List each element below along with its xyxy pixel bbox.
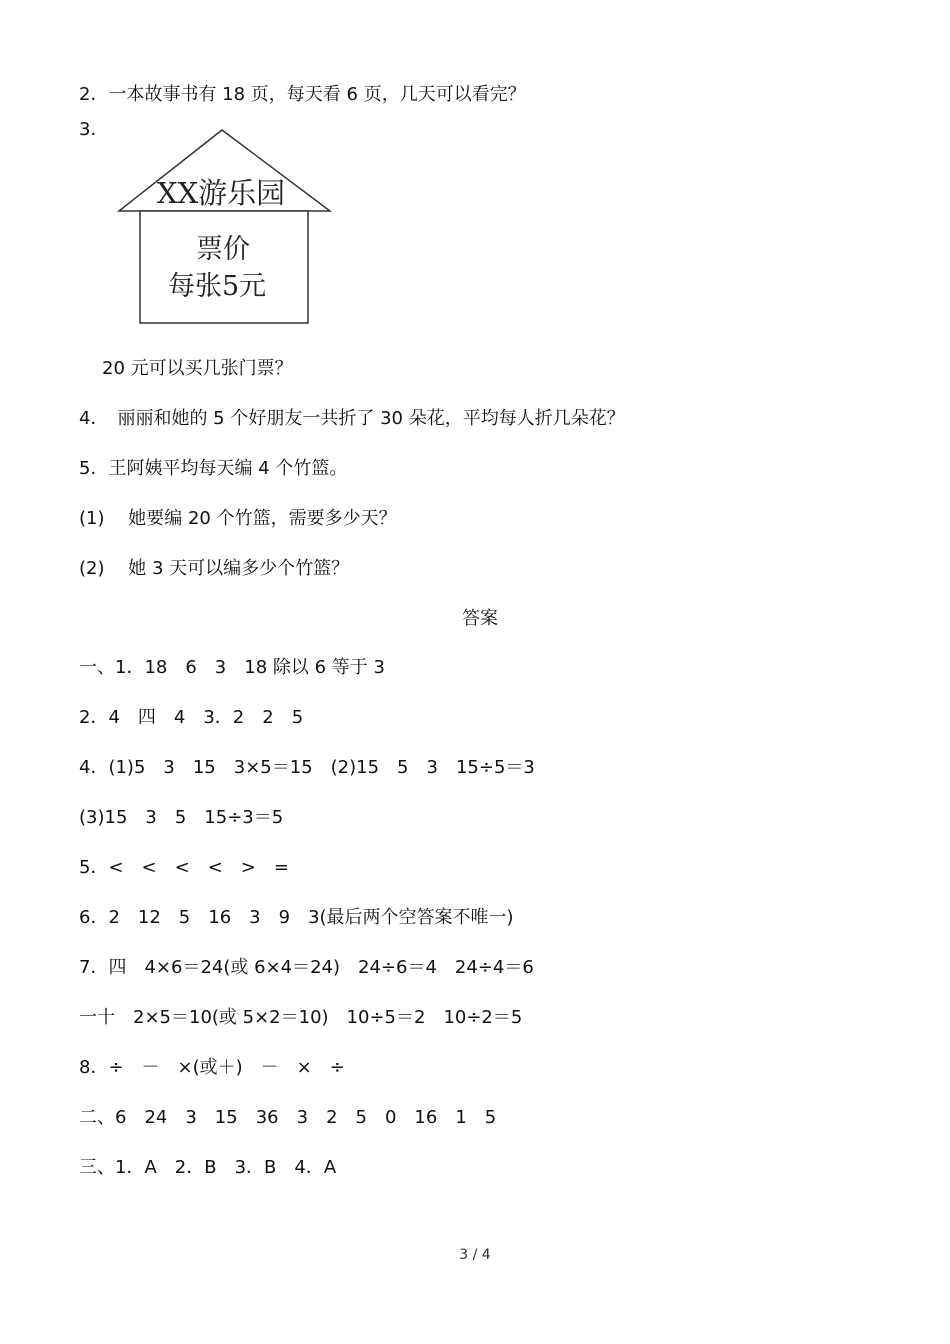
page-number: 3 / 4 bbox=[459, 1247, 491, 1263]
answer-line: 5．< < < < > = bbox=[79, 857, 289, 878]
ticket-sign-figure bbox=[116, 128, 334, 326]
answer-line: 三、1．A 2．B 3．B 4．A bbox=[79, 1157, 337, 1178]
answer-line: 二、6 24 3 15 36 3 2 5 0 16 1 5 bbox=[79, 1107, 497, 1128]
question-2: 2．一本故事书有 18 页，每天看 6 页，几天可以看完？ bbox=[79, 84, 526, 105]
question-5-part-1: (1) 她要编 20 个竹篮，需要多少天？ bbox=[79, 508, 397, 529]
sign-price-label: 票价 bbox=[196, 234, 250, 265]
question-3: 20 元可以买几张门票？ bbox=[102, 358, 293, 379]
sign-title: XX游乐园 bbox=[156, 176, 286, 210]
answer-line: 7．四 4×6＝24(或 6×4＝24) 24÷6＝4 24÷4＝6 bbox=[79, 957, 534, 978]
question-4: 4． 丽丽和她的 5 个好朋友一共折了 30 朵花，平均每人折几朵花？ bbox=[79, 408, 625, 429]
answer-line: 一、1．18 6 3 18 除以 6 等于 3 bbox=[79, 657, 385, 678]
answers-heading: 答案 bbox=[462, 608, 498, 629]
answer-line: 4．(1)5 3 15 3×5＝15 (2)15 5 3 15÷5＝3 bbox=[79, 757, 535, 778]
question-3-label: 3． bbox=[79, 119, 109, 140]
sign-price-value: 每张5元 bbox=[168, 271, 267, 302]
answer-line: (3)15 3 5 15÷3＝5 bbox=[79, 807, 284, 828]
question-5-part-2: (2) 她 3 天可以编多少个竹篮？ bbox=[79, 558, 350, 579]
question-5: 5．王阿姨平均每天编 4 个竹篮。 bbox=[79, 458, 348, 479]
answer-line: 6．2 12 5 16 3 9 3(最后两个空答案不唯一) bbox=[79, 907, 514, 928]
answer-line: 8．÷ － ×(或＋) － × ÷ bbox=[79, 1057, 345, 1078]
answer-line: 一十 2×5＝10(或 5×2＝10) 10÷5＝2 10÷2＝5 bbox=[79, 1007, 523, 1028]
answer-line: 2．4 四 4 3．2 2 5 bbox=[79, 707, 304, 728]
